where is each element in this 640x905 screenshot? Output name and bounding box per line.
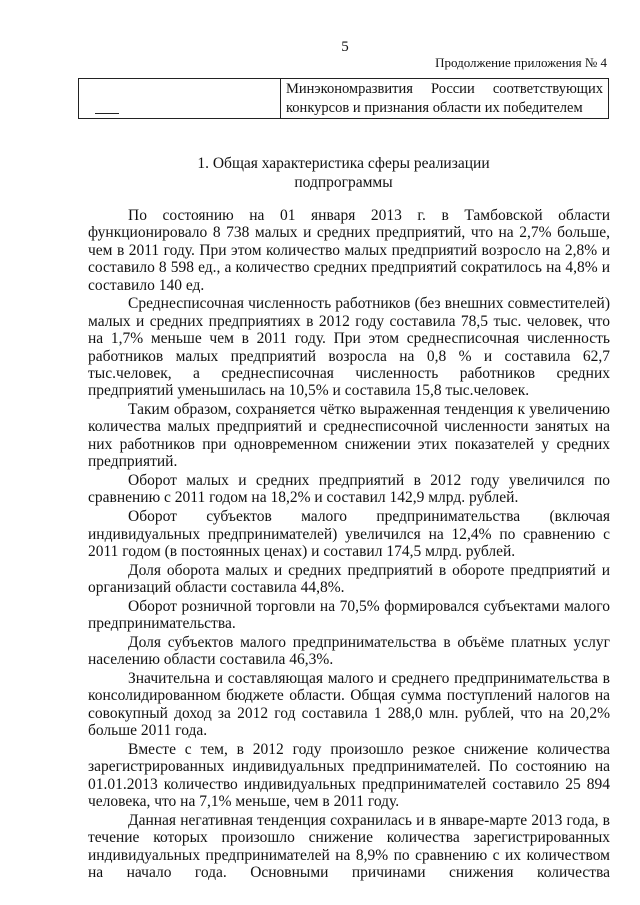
paragraph: Оборот розничной торговли на 70,5% формировался субъектами малого предпринимательства. xyxy=(88,597,610,633)
paragraph: Доля субъектов малого предпринимательства в объёме платных услуг населению области составила 46,3%. xyxy=(88,633,610,669)
paragraph: Оборот малых и средних предприятий в 2012 году увеличился по сравнению с 2011 годом на 18,2% и составил 142,9 млрд. рублей. xyxy=(88,471,610,507)
header-table-right-cell xyxy=(281,79,609,119)
right-cell-line-2: конкурсов и признания области их победителем xyxy=(286,100,583,116)
header-table xyxy=(78,78,609,119)
paragraph: Среднесписочная численность работников (без внешних совместителей) малых и средних предприятиях в 2012 году составила 78,5 тыс. человек, что на 1,7% меньше чем в 2011 году. При этом среднесписочная численность работников малых предприятий возросла на 0,8 % и составила 62,7 тыс.человек, а среднесписочная численность работников средних предприятий уменьшилась на 10,5% и составила 15,8 тыс.человек. xyxy=(88,295,610,400)
paragraph: Оборот субъектов малого предпринимательства (включая индивидуальных предпринимателей) увеличился на 12,4% по сравнению с 2011 годом (в постоянных ценах) и составил 174,5 млрд. рублей. xyxy=(88,508,610,560)
paragraph: Доля оборота малых и средних предприятий в обороте предприятий и организаций области составила 44,8%. xyxy=(88,561,610,597)
paragraph: Вместе с тем, в 2012 году произошло резкое снижение количества зарегистрированных индивидуальных предпринимателей. По состоянию на 01.01.2013 количество индивидуальных предпринимателей составило 25 894 человека, что на 7,1% меньше, чем в 2011 году. xyxy=(88,740,610,811)
header-table-row xyxy=(79,79,609,119)
cell-dash-line xyxy=(95,113,119,114)
paragraph: По состоянию на 01 января 2013 г. в Тамбовской области функционировало 8 738 малых и средних предприятий, что на 2,7% больше, чем в 2011 году. При этом количество малых предприятий возросло на 2,8% и составило 8 598 ед., а количество средних предприятий сократилось на 4,8% и составило 140 ед. xyxy=(88,207,610,294)
section-title-line-1: 1. Общая характеристика сферы реализации xyxy=(197,155,490,172)
page-number: 5 xyxy=(341,39,349,55)
continuation-note: Продолжение приложения № 4 xyxy=(435,55,607,70)
document-body xyxy=(88,207,610,883)
paragraph: Данная негативная тенденция сохранилась и в январе-марте 2013 года, в течение которых произошло снижение количества зарегистрированных индивидуальных предпринимателей на 8,9% по сравнению с их количеством на начало года. Основными причинами снижения количества xyxy=(88,811,610,881)
section-title xyxy=(78,154,609,192)
paragraph: Значительна и составляющая малого и среднего предпринимательства в консолидированном бюджете области. Общая сумма поступлений налогов на совокупный доход за 2012 год составила 1 288,0 млн. рублей, что на 20,2% больше 2011 года. xyxy=(88,669,610,740)
right-cell-line-1: Минэкономразвития России соответствующих xyxy=(286,81,603,97)
paragraph: Таким образом, сохраняется чётко выраженная тенденция к увеличению количества малых предприятий и среднесписочной численности занятых на них работников при одновременном снижении этих показателей у средних предприятий. xyxy=(88,401,610,471)
section-title-line-2: подпрограммы xyxy=(294,174,393,191)
header-table-left-cell xyxy=(79,79,281,119)
